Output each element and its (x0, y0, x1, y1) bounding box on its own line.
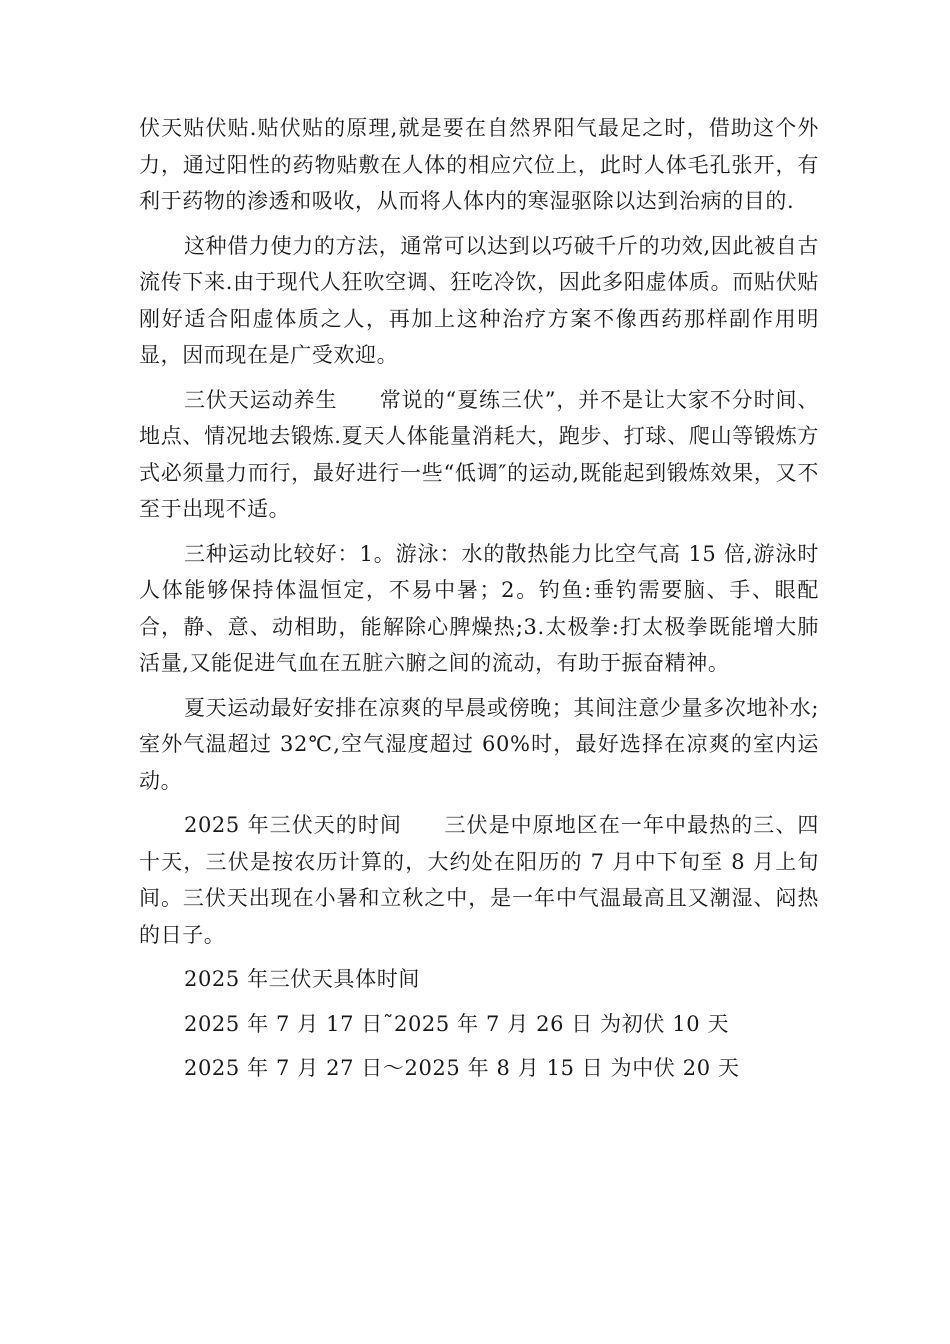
schedule-title: 2025 年三伏天具体时间 (184, 967, 420, 991)
time-section-text: 三伏是中原地区在一年中最热的三、四十天，三伏是按农历计算的，大约处在阳历的 7 月中下旬至 8 月上旬间。三伏天出现在小暑和立秋之中，是一年中气温最高且又潮湿、闷热的日子。 (139, 813, 819, 947)
paragraph-exercise-health (139, 382, 819, 528)
schedule-row-chufu: 2025 年 7 月 17 日˜2025 年 7 月 26 日 为初伏 10 天 (184, 1011, 730, 1036)
paragraph-sanfu-time (139, 807, 819, 953)
exercise-section-heading: 三伏天运动养生 (184, 387, 338, 412)
paragraph-fu-tie-principle: 伏天贴伏贴.贴伏贴的原理,就是要在自然界阳气最足之时，借助这个外力，通过阳性的药物贴敷在人体的相应穴位上，此时人体毛孔张开，有利于药物的渗透和吸收，从而将人体内的寒湿驱除以达到治病的目的. (139, 116, 819, 213)
exercise-section-text: 常说的“夏练三伏”，并不是让大家不分时间、地点、情况地去锻炼.夏天人体能量消耗大，跑步、打球、爬山等锻炼方式必须量力而行，最好进行一些“低调″的运动,既能起到锻炼效果，又不至于出现不适。 (139, 387, 819, 521)
time-section-heading: 2025 年三伏天的时间 (184, 813, 402, 837)
schedule-row-zhongfu: 2025 年 7 月 27 日～2025 年 8 月 15 日 为中伏 20 天 (184, 1056, 740, 1080)
paragraph-exercise-timing: 夏天运动最好安排在凉爽的早晨或傍晚；其间注意少量多次地补水;室外气温超过 32℃,空气湿度超过 60%时，最好选择在凉爽的室内运动。 (139, 695, 819, 793)
paragraph-three-sports: 三种运动比较好：1。游泳：水的散热能力比空气高 15 倍,游泳时人体能够保持体温恒定，不易中暑；2。钓鱼:垂钓需要脑、手、眼配合，静、意、动相助，能解除心脾燥热;3.太极拳:打太极拳既能增大肺活量,又能促进气血在五脏六腑之间的流动，有助于振奋精神。 (139, 541, 819, 675)
paragraph-borrow-force: 这种借力使力的方法，通常可以达到以巧破千斤的功效,因此被自古流传下来.由于现代人狂吹空调、狂吃冷饮，因此多阳虚体质。而贴伏贴刚好适合阳虚体质之人，再加上这种治疗方案不像西药那样副作用明显，因而现在是广受欢迎。 (139, 233, 819, 367)
document-body (139, 110, 819, 1095)
